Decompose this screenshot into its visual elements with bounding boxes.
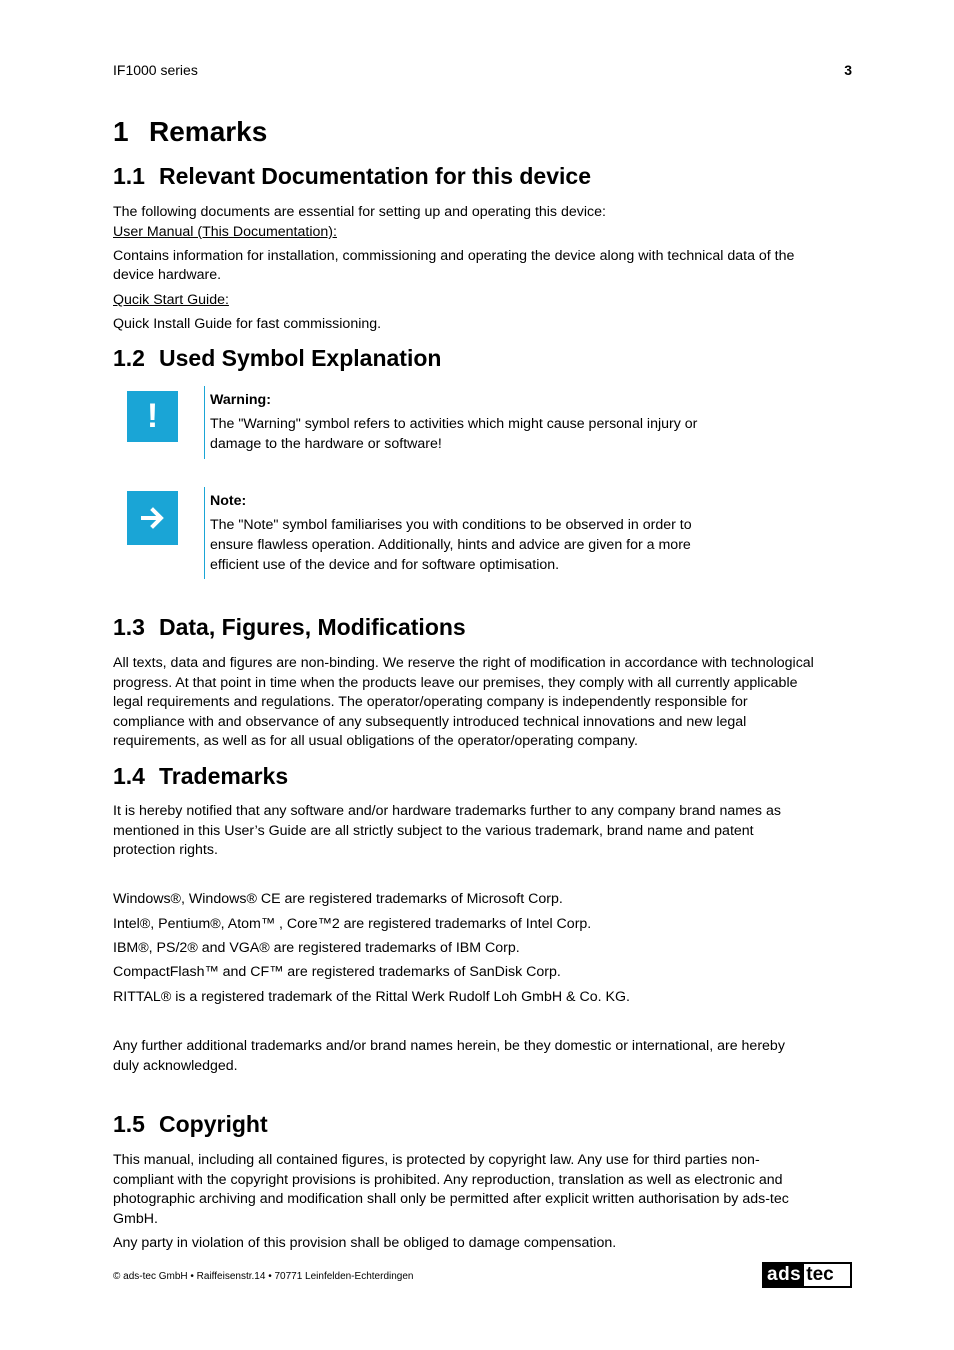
- arrow-right-glyph: [141, 507, 165, 529]
- trademark-item: CompactFlash™ and CF™ are registered trademarks of SanDisk Corp.: [113, 964, 561, 980]
- section-title: Trademarks: [159, 763, 289, 789]
- text-line: compliant with the copyright provisions is prohibited. Any reproduction, translation as well as electronic and: [113, 1171, 783, 1188]
- paragraph-data-figures: [113, 654, 873, 752]
- warning-text: damage to the hardware or software!: [210, 436, 442, 452]
- paragraph: The following documents are essential for setting up and operating this device:: [113, 204, 606, 220]
- doc-label-user-manual: User Manual (This Documentation):: [113, 224, 337, 240]
- text-line: It is hereby notified that any software and/or hardware trademarks further to any company brand names as: [113, 803, 781, 819]
- note-text: efficient use of the device and for software optimisation.: [210, 557, 560, 573]
- section-heading-1-4: [113, 763, 288, 790]
- section-title: Used Symbol Explanation: [159, 345, 442, 371]
- text-line: Any further additional trademarks and/or brand names herein, be they domestic or international, are hereby: [113, 1038, 785, 1054]
- section-number: 1.5: [113, 1111, 145, 1137]
- note-text: The "Note" symbol familiarises you with conditions to be observed in order to: [210, 517, 692, 533]
- section-heading-1-5: [113, 1111, 268, 1138]
- paragraph: Quick Install Guide for fast commissioning.: [113, 316, 382, 332]
- trademark-item: IBM®, PS/2® and VGA® are registered trademarks of IBM Corp.: [113, 940, 520, 956]
- note-explanation: [210, 491, 750, 575]
- ads-tec-logo: [762, 1262, 852, 1288]
- warning-text: The "Warning" symbol refers to activities which might cause personal injury or: [210, 416, 698, 432]
- trademark-item: Intel®, Pentium®, Atom™ , Core™2 are registered trademarks of Intel Corp.: [113, 916, 592, 932]
- text-line: mentioned in this User’s Guide are all strictly subject to the various trademark, brand name and patent: [113, 822, 754, 839]
- warning-explanation: [210, 390, 750, 454]
- text-line: All texts, data and figures are non-binding. We reserve the right of modification in accordance with technological: [113, 655, 814, 671]
- chapter-number: 1: [113, 116, 129, 147]
- section-number: 1.4: [113, 763, 145, 789]
- paragraph: Any party in violation of this provision shall be obliged to damage compensation.: [113, 1235, 617, 1251]
- symbol-divider: [204, 386, 205, 459]
- footer-address: © ads-tec GmbH • Raiffeisenstr.14 • 70771 Leinfelden-Echterdingen: [113, 1271, 414, 1282]
- section-heading-1-3: [113, 614, 466, 641]
- logo-part: ads: [764, 1264, 804, 1286]
- text-line: protection rights.: [113, 842, 218, 858]
- note-title: Note:: [210, 493, 247, 509]
- section-heading-1-1: [113, 163, 591, 190]
- running-header: IF1000 series: [113, 62, 198, 78]
- chapter-title: [113, 116, 267, 148]
- paragraph-copyright: [113, 1151, 873, 1229]
- section-number: 1.3: [113, 614, 145, 640]
- text-line: requirements, as well as for all usual obligations of the operator/operating company.: [113, 733, 638, 749]
- doc-label-quick-start: Qucik Start Guide:: [113, 292, 229, 308]
- chapter-title-text: Remarks: [149, 116, 268, 147]
- exclamation-icon: [127, 391, 178, 442]
- warning-title: Warning:: [210, 392, 271, 408]
- text-line: GmbH.: [113, 1210, 158, 1227]
- note-text: ensure flawless operation. Additionally, hints and advice are given for a more: [210, 537, 691, 553]
- section-title: Data, Figures, Modifications: [159, 614, 466, 640]
- trademark-item: Windows®, Windows® CE are registered trademarks of Microsoft Corp.: [113, 891, 563, 907]
- section-number: 1.2: [113, 345, 145, 371]
- text-line: duly acknowledged.: [113, 1057, 238, 1074]
- exclamation-glyph: !: [146, 397, 159, 435]
- page-number: 3: [844, 62, 852, 78]
- paragraph: Contains information for installation, commissioning and operating the device along with technical data of the: [113, 248, 795, 264]
- paragraph: device hardware.: [113, 267, 222, 283]
- trademark-item: RITTAL® is a registered trademark of the Rittal Werk Rudolf Loh GmbH & Co. KG.: [113, 989, 630, 1005]
- symbol-divider: [204, 487, 205, 579]
- section-title: Copyright: [159, 1111, 268, 1137]
- text-line: This manual, including all contained figures, is protected by copyright law. Any use for third parties non-: [113, 1152, 760, 1168]
- text-line: legal requirements and regulations. The operator/operating company is independently responsible for: [113, 694, 748, 710]
- text-line: photographic archiving and modification shall only be permitted after explicit written authorisation by ads-tec: [113, 1191, 789, 1207]
- logo-part: tec: [806, 1264, 834, 1285]
- section-heading-1-2: [113, 345, 441, 372]
- text-line: compliance with and observance of any subsequently introduced technical innovations and new legal: [113, 713, 747, 730]
- section-number: 1.1: [113, 163, 145, 189]
- section-title: Relevant Documentation for this device: [159, 163, 591, 189]
- arrow-right-icon: [127, 491, 178, 545]
- text-line: progress. At that point in time when the products leave our premises, they comply with all currently applicable: [113, 674, 798, 691]
- paragraph-trademarks-outro: [113, 1037, 873, 1076]
- paragraph-trademarks-intro: [113, 802, 873, 861]
